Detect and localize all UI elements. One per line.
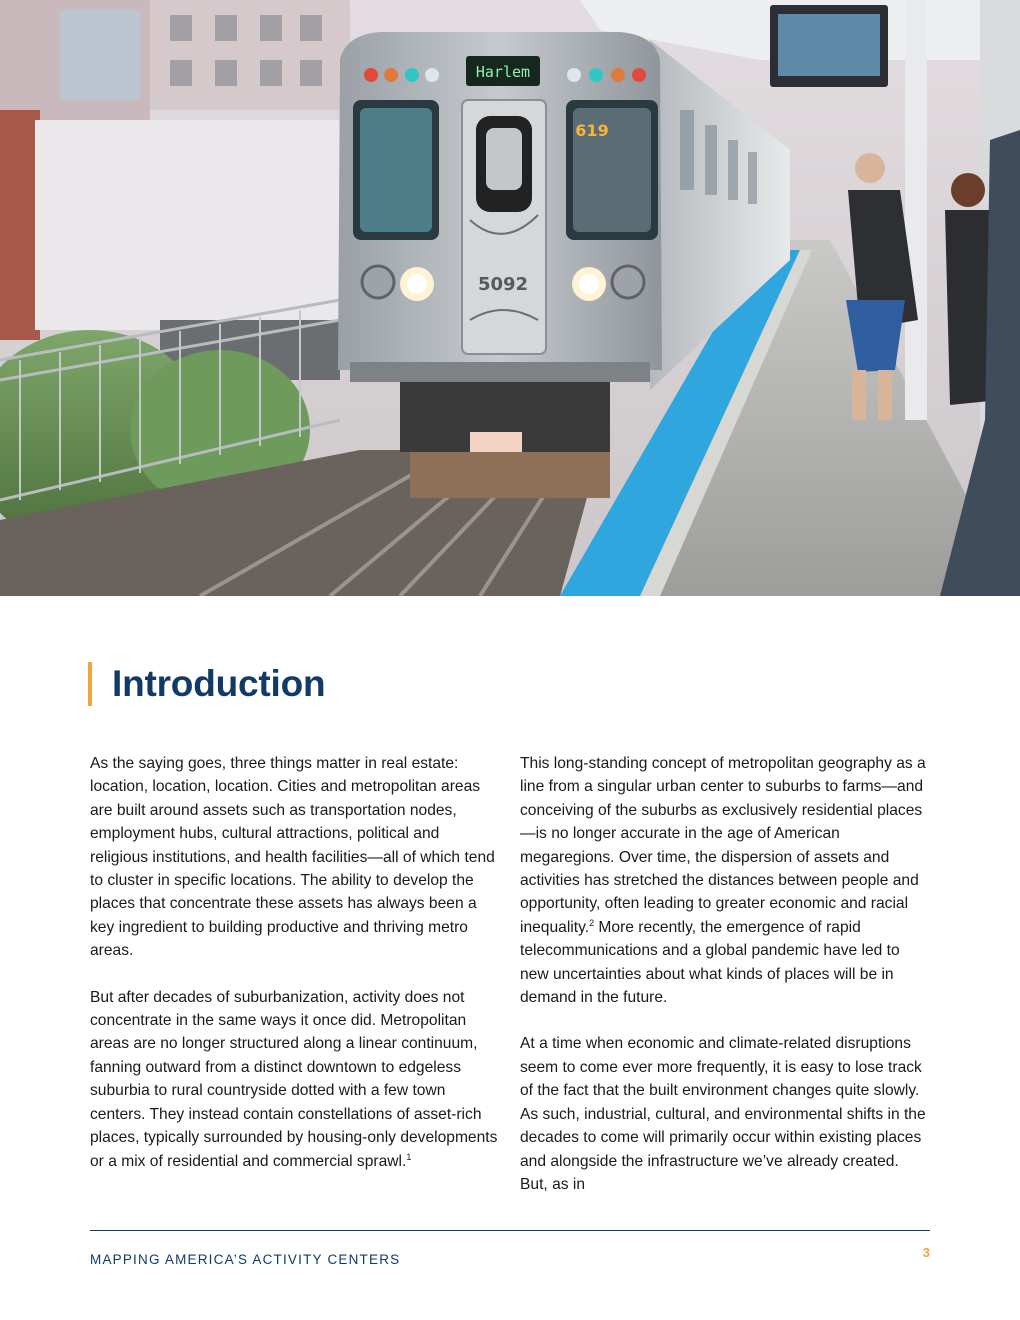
paragraph <box>90 986 500 1173</box>
paragraph-text: At a time when economic and climate-related disruptions seem to come ever more frequently, it is easy to lose track of the fact that the built environment changes quite slowly. As such, industrial, cultural, and environmental shifts in the decades to come will primarily occur within existing places and alongside the infrastructure we’ve already created. But, as in <box>520 1035 926 1193</box>
paragraph-text: More recently, the emergence of rapid telecommunications and a global pandemic have led to new uncertainties about what kinds of places will be in demand in the future. <box>520 918 900 1007</box>
brick-wall <box>0 110 40 340</box>
white-building <box>35 120 345 330</box>
paragraph <box>90 752 500 963</box>
right-column <box>520 752 930 1219</box>
train-platform-illustration <box>0 0 1020 596</box>
hero-photo <box>0 0 1020 596</box>
paragraph-text: But after decades of suburbanization, activity does not concentrate in the same ways it once did. Metropolitan areas are no longer structured along a linear continuum, fanning outward from a distinct downtown to edgeless suburbia to rural countryside dotted with a few town centers. They instead contain constellations of asset-rich places, typically surrounded by housing-only developments or a mix of residential and commercial sprawl. <box>90 988 498 1170</box>
train-run-number: 619 <box>575 121 609 140</box>
canopy-pillar <box>905 0 927 420</box>
footer-title: MAPPING AMERICA’S ACTIVITY CENTERS <box>90 1252 401 1267</box>
paragraph <box>520 1032 930 1196</box>
paragraph <box>520 752 930 1009</box>
footnote-marker[interactable]: 1 <box>406 1151 412 1162</box>
body-text <box>90 752 930 1219</box>
footer-divider <box>90 1230 930 1231</box>
paragraph-text: As the saying goes, three things matter in real estate: location, location, location. Cities and metropolitan areas are built around assets such as transportation nodes, employment hubs, cultural attractions, political and religious institutions, and health facilities—all of which tend to cluster in specific locations. The ability to develop the places that concentrate these assets has always been a key ingredient to building productive and thriving metro areas. <box>90 755 495 960</box>
heading-accent-bar <box>88 662 92 706</box>
page-title: Introduction <box>112 663 326 704</box>
page-number: 3 <box>922 1245 930 1260</box>
paragraph-text: This long-standing concept of metropolitan geography as a line from a singular urban center to suburbs to farms—and conceiving of the suburbs as exclusively residential places—is no longer accurate in the age of American megaregions. Over time, the dispersion of assets and activities has stretched the distances between people and opportunity, often leading to greater economic and racial inequality. <box>520 755 926 936</box>
section-heading <box>88 662 325 706</box>
footnote-marker[interactable]: 2 <box>589 917 595 928</box>
train-car-number: 5092 <box>477 274 529 295</box>
left-column <box>90 752 500 1219</box>
train-destination-sign: Harlem <box>475 63 531 81</box>
